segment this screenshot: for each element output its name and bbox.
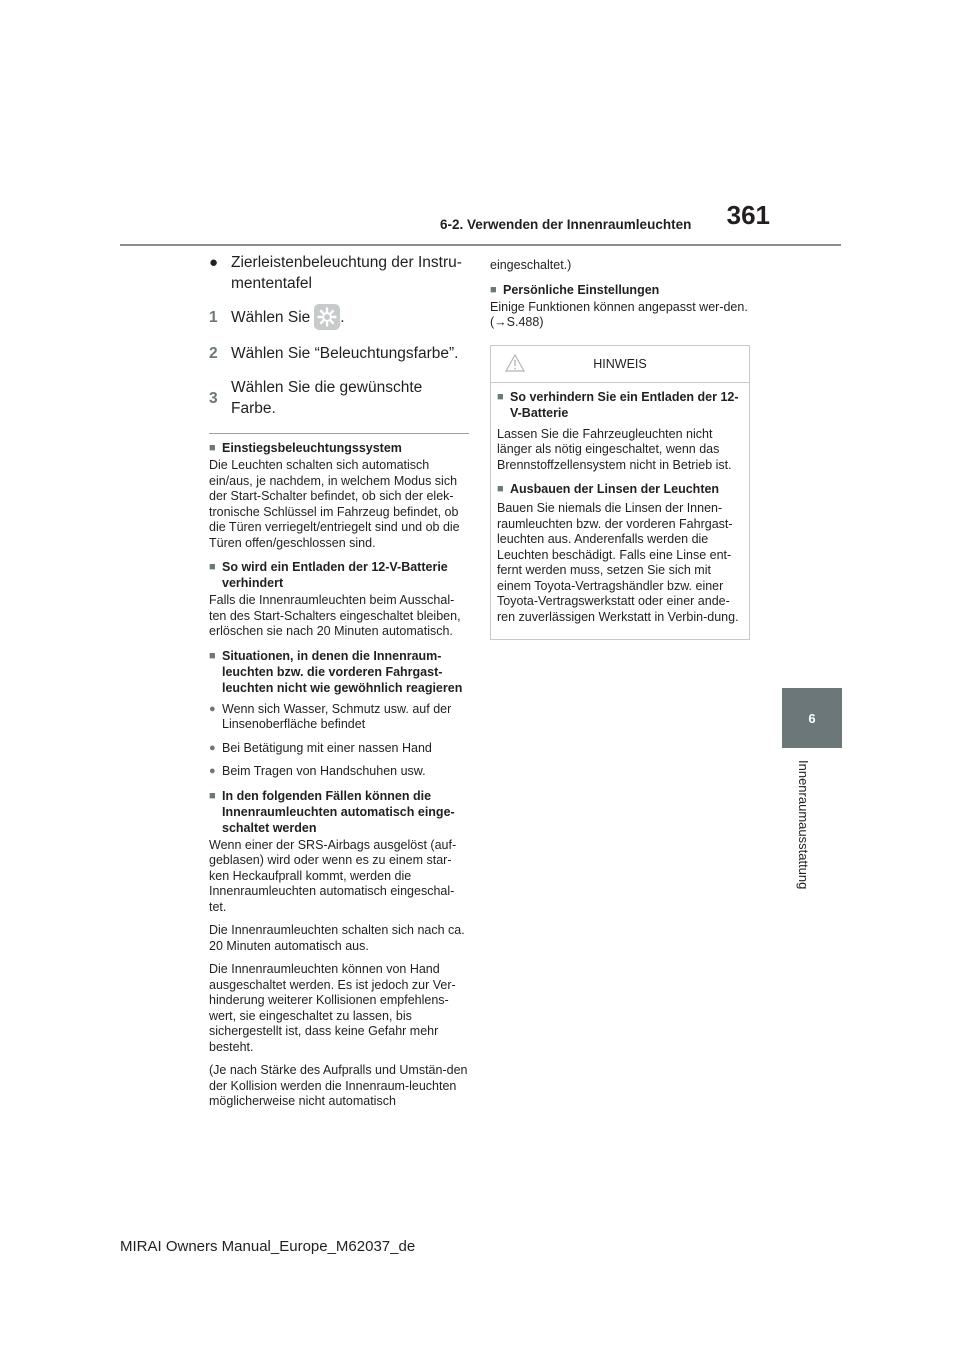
list-item-text: Wenn sich Wasser, Schmutz usw. auf der Linsenoberfläche befindet <box>222 701 452 731</box>
square-bullet-icon: ■ <box>209 789 216 802</box>
section-heading <box>209 440 469 456</box>
left-column <box>209 252 469 1118</box>
step-text: Wählen Sie die gewünschte Farbe. <box>231 379 423 417</box>
square-bullet-icon: ■ <box>209 442 216 454</box>
list-item <box>209 741 469 757</box>
section-paragraph: Wenn einer der SRS-Airbags ausgelöst (auf-geblasen) wird oder wenn es zu einem star-ken Heckaufprall kommt, werden die Innenraumleuchten automatisch eingeschal-tet. <box>209 837 457 914</box>
step-number: 3 <box>209 389 218 407</box>
square-bullet-icon: ■ <box>497 483 504 495</box>
chapter-number-tab: 6 <box>782 688 842 748</box>
section-heading <box>209 788 469 836</box>
notice-item-heading <box>497 389 743 421</box>
section-divider <box>209 433 469 434</box>
section-title: In den folgenden Fällen können die Innenraumleuchten automatisch einge-schaltet werden <box>222 788 455 835</box>
section-heading <box>490 282 750 298</box>
right-column <box>490 252 750 640</box>
section-text: Falls die Innenraumleuchten beim Ausschal-ten des Start-Schalters eingeschaltet bleiben, erlöschen sie nach 20 Minuten automatisch. <box>209 593 461 638</box>
list-item <box>209 764 469 780</box>
section-paragraph: Die Innenraumleuchten können von Hand ausgeschaltet werden. Es ist jedoch zur Ver-hinderung weiterer Kollisionen empfehlens-wert, sie eingeschaltet zu lassen, bis sichergestellt ist, dass keine Gefahr mehr besteht. <box>209 962 456 1054</box>
step-text-end: . <box>340 308 345 326</box>
square-bullet-icon: ■ <box>490 283 497 296</box>
section-paragraph: (Je nach Stärke des Aufpralls und Umstän-den der Kollision werden die Innenraum-leuchten möglicherweise nicht automatisch <box>209 1063 468 1108</box>
step-text: Wählen Sie “Beleuchtungsfarbe”. <box>231 345 459 362</box>
bullet-icon: ● <box>209 254 219 271</box>
notice-item-title: Ausbauen der Linsen der Leuchten <box>510 482 720 496</box>
square-bullet-icon: ■ <box>497 390 504 403</box>
notice-title: HINWEIS <box>593 356 647 371</box>
section-heading <box>209 648 469 696</box>
notice-item-heading <box>497 481 743 497</box>
section-title: Situationen, in denen die Innenraum-leuchten bzw. die vorderen Fahrgast-leuchten nicht wie gewöhnlich reagieren <box>222 648 463 695</box>
circle-bullet-icon: ● <box>209 741 216 754</box>
chapter-side-tab <box>782 748 842 1188</box>
step-number: 1 <box>209 308 218 326</box>
section-text: Einige Funktionen können angepasst wer-den. (→S.488) <box>490 299 748 329</box>
feature-item <box>209 252 469 294</box>
page-number: 361 <box>726 200 770 230</box>
footer-doc-id: MIRAI Owners Manual_Europe_M62037_de <box>120 1238 416 1255</box>
warning-triangle-icon <box>505 354 525 375</box>
section-title: Persönliche Einstellungen <box>503 282 660 297</box>
step-text: Wählen Sie <box>231 308 311 326</box>
chapter-label: Innenraumausstattung <box>796 760 811 890</box>
circle-bullet-icon: ● <box>209 765 216 777</box>
section-paragraph: Die Innenraumleuchten schalten sich nach ca. 20 Minuten automatisch aus. <box>209 923 465 953</box>
step-2 <box>209 343 469 364</box>
circle-bullet-icon: ● <box>209 702 216 715</box>
notice-box <box>490 345 750 641</box>
step-number: 2 <box>209 345 218 362</box>
section-header: 6-2. Verwenden der Innenraumleuchten <box>440 217 692 232</box>
step-1 <box>209 304 469 330</box>
section-text: Die Leuchten schalten sich automatisch ein/aus, je nachdem, in welchem Modus sich der Start-Schalter befindet, ob sich der elek-tronische Schlüssel im Fahrzeug befindet, ob die Türen verriegelt/entriegelt sind und ob die Türen offen/geschlossen sind. <box>209 458 460 550</box>
section-heading <box>209 559 469 591</box>
notice-item-title: So verhindern Sie ein Entladen der 12-V-Batterie <box>510 389 739 420</box>
list-item-text: Beim Tragen von Handschuhen usw. <box>222 764 426 778</box>
section-title: Einstiegsbeleuchtungssystem <box>222 441 402 455</box>
list-item-text: Bei Betätigung mit einer nassen Hand <box>222 740 432 755</box>
step-3 <box>209 377 469 419</box>
gear-icon <box>314 304 340 330</box>
notice-header <box>491 346 749 383</box>
square-bullet-icon: ■ <box>209 649 216 662</box>
notice-item-text: Bauen Sie niemals die Linsen der Innen-raumleuchten bzw. der vorderen Fahrgast-leuchten aus. Anderenfalls werden die Leuchten beschädigt. Falls eine Linse ent-fernt werden muss, setzen Sie sich mit einem Toyota-Vertragshändler bzw. einer Toyota-Vertragswerkstatt oder einer ande-ren zuverlässigen Werkstatt in Verbin-dung. <box>497 501 739 624</box>
square-bullet-icon: ■ <box>209 561 216 573</box>
section-title: So wird ein Entladen der 12-V-Batterie verhindert <box>222 560 448 590</box>
feature-item-text: Zierleistenbeleuchtung der Instru-mententafel <box>231 254 462 292</box>
continuation-text: eingeschaltet.) <box>490 258 572 272</box>
list-item <box>209 702 469 733</box>
notice-item-text: Lassen Sie die Fahrzeugleuchten nicht länger als nötig eingeschaltet, wenn das Brennstoffzellensystem nicht in Betrieb ist. <box>497 426 732 472</box>
header-divider <box>120 244 841 246</box>
